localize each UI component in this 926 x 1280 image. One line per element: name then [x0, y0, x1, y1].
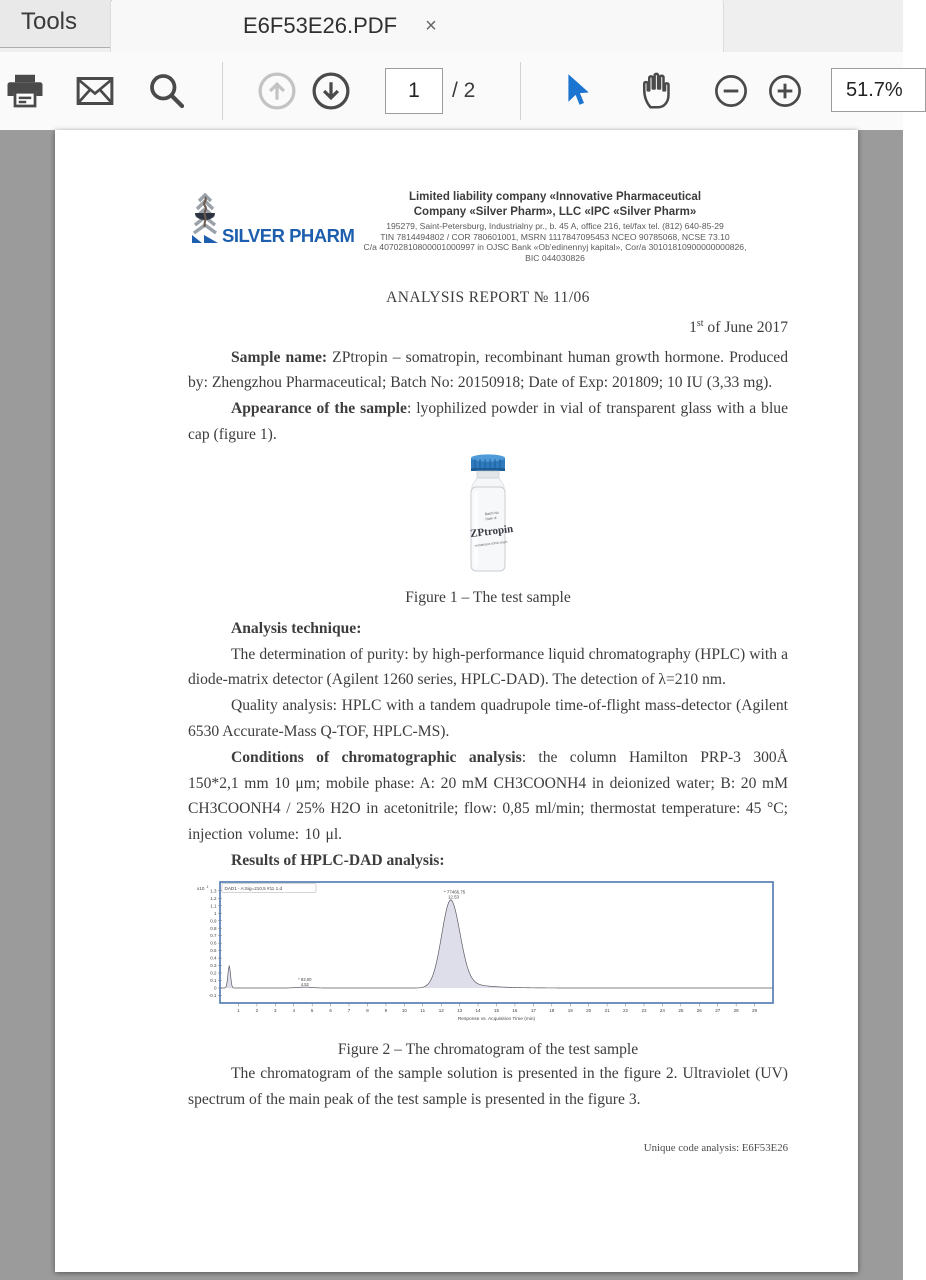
toolbar-divider [222, 62, 223, 120]
letterhead [188, 187, 788, 263]
svg-text:0.9: 0.9 [210, 917, 217, 923]
svg-text:4: 4 [292, 1007, 295, 1013]
closing-paragraph: The chromatogram of the sample solution is presented in the figure 2. Ultraviolet (UV) spectrum of the main peak of the test sample is presented in the figure 3. [188, 1064, 788, 1108]
svg-text:5: 5 [310, 1007, 314, 1013]
report-title: ANALYSIS REPORT № 11/06 [386, 289, 590, 307]
logo-text: SILVER PHARM [222, 225, 355, 246]
page-total-label: / 2 [452, 79, 476, 102]
svg-text:1: 1 [237, 1007, 240, 1013]
zoom-in-button[interactable] [767, 73, 803, 109]
tab-close-icon[interactable]: × [425, 14, 437, 37]
minus-circle-icon [713, 73, 749, 109]
company-address-line1: 195279, Saint-Petersburg, Industrialny pr., b. 45 A, office 216, tel/fax tel. (812) 640-85-29 [386, 221, 724, 231]
page-number-value: 1 [408, 79, 420, 102]
company-info [322, 187, 788, 263]
svg-text:7: 7 [347, 1007, 351, 1013]
company-address-line4: BIC 044030826 [525, 252, 585, 263]
vial-date-line: Date of [485, 515, 497, 521]
search-button[interactable] [147, 71, 187, 111]
chromatogram-svg [194, 881, 776, 1029]
vial-brand: ZPtropin [469, 522, 514, 540]
vial-image [457, 453, 519, 577]
svg-text:14: 14 [475, 1007, 481, 1013]
svg-text:28: 28 [733, 1007, 739, 1013]
svg-text:12: 12 [438, 1007, 444, 1013]
svg-text:23: 23 [641, 1007, 647, 1013]
tab-tools-label: Tools [20, 8, 78, 35]
svg-text:3: 3 [274, 1007, 277, 1013]
print-button[interactable] [5, 71, 45, 111]
svg-text:0.5: 0.5 [210, 947, 217, 953]
svg-text:0.1: 0.1 [210, 977, 217, 983]
svg-text:0.3: 0.3 [210, 962, 217, 968]
silver-pharm-logo [188, 187, 355, 251]
technique-heading: Analysis technique: [231, 619, 362, 637]
svg-text:19: 19 [567, 1007, 573, 1013]
quality-paragraph: Quality analysis: HPLC with a tandem quadrupole time-of-flight mass-detector (Agilent 6530 Accurate-Mass Q-TOF, HPLC-MS). [188, 697, 788, 740]
tab-document-label: E6F53E26.PDF [243, 13, 398, 38]
svg-text:18: 18 [549, 1007, 555, 1013]
svg-text:12.53: 12.53 [447, 894, 459, 900]
svg-text:0: 0 [213, 985, 217, 991]
svg-text:29: 29 [752, 1007, 758, 1013]
figure1-caption: Figure 1 – The test sample [405, 588, 571, 606]
email-icon [75, 71, 115, 111]
vial-subtext: somatropin rDNA origin [474, 539, 508, 548]
sample-name-paragraph: Sample name: ZPtropin – somatropin, recombinant human growth hormone. Produced by: Zhengzhou Pharmaceutical; Batch No: 20150918; Date of Exp: 201809; 10 IU (3,33 mg). [188, 348, 789, 392]
svg-text:24: 24 [659, 1007, 665, 1013]
svg-text:-0.1: -0.1 [208, 992, 217, 998]
svg-text:22: 22 [623, 1007, 629, 1013]
svg-text:20: 20 [586, 1007, 592, 1013]
svg-text:17: 17 [530, 1007, 536, 1013]
zoom-level-input[interactable] [831, 68, 926, 112]
svg-text:x10: x10 [197, 885, 205, 891]
svg-text:13: 13 [457, 1007, 463, 1013]
tab-document[interactable] [110, 0, 724, 52]
svg-text:2: 2 [255, 1007, 259, 1013]
company-address-line3: C/a 40702810800001000997 in OJSC Bank «Ob'edinennyj kapital», Cor/a 30101810900000000826, [363, 242, 747, 253]
tab-bar [0, 0, 903, 52]
unique-code: Unique code analysis: E6F53E26 [643, 1142, 788, 1155]
svg-text:21: 21 [604, 1007, 610, 1013]
search-icon [147, 71, 187, 111]
vial-batch-line: Batch No [484, 510, 500, 516]
company-name-line2: Company «Silver Pharm», LLC «IPC «Silver Pharm» [413, 205, 697, 218]
tab-tools[interactable] [0, 0, 112, 48]
svg-text:0.8: 0.8 [210, 925, 217, 931]
svg-text:0.2: 0.2 [210, 970, 217, 976]
next-page-button[interactable] [311, 71, 351, 111]
zoom-out-button[interactable] [713, 73, 749, 109]
svg-text:4.52: 4.52 [300, 981, 309, 987]
svg-text:0.6: 0.6 [210, 940, 217, 946]
svg-text:0.4: 0.4 [210, 955, 217, 961]
svg-text:26: 26 [696, 1007, 702, 1013]
print-icon [5, 71, 45, 111]
page-number-input[interactable] [385, 68, 443, 114]
hand-tool-button[interactable] [638, 71, 678, 111]
arrow-up-circle-icon [257, 71, 297, 111]
svg-text:9: 9 [384, 1007, 388, 1013]
svg-text:27: 27 [715, 1007, 721, 1013]
conditions-paragraph: Conditions of chromatographic analysis: the column Hamilton PRP-3 300Å 150*2,1 mm 10 μm; mobile phase: A: 20 mM CH3COONH4 in deionized water; B: 20 mM CH3COONH4 / 25% H2O in acetonitrile; flow: 0,85 ml/min; thermostat temperature: 45 °C; injection volume: 10 μl. [188, 748, 788, 844]
svg-text:1: 1 [213, 910, 217, 916]
svg-text:1.1: 1.1 [210, 903, 217, 909]
appearance-paragraph: Appearance of the sample: lyophilized powder in vial of transparent glass with a blue cap (figure 1). [188, 400, 789, 443]
company-name-line1: Limited liability company «Innovative Pharmaceutical [408, 191, 702, 203]
figure2-caption: Figure 2 – The chromatogram of the test sample [337, 1040, 639, 1058]
svg-text:* 93.00: * 93.00 [298, 976, 312, 982]
report-date: 1st of June 2017 [689, 318, 788, 337]
svg-text:Response vs. Acquisition Time: Response vs. Acquisition Time (min) [457, 1016, 536, 1022]
pdf-page [55, 130, 858, 1272]
purity-paragraph: The determination of purity: by high-performance liquid chromatography (HPLC) with a diode-matrix detector (Agilent 1260 series, HPLC-DAD). The detection of λ=210 nm. [188, 645, 788, 689]
cursor-arrow-icon [563, 73, 593, 109]
results-heading: Results of HPLC-DAD analysis: [231, 851, 445, 869]
svg-text:8: 8 [366, 1007, 369, 1013]
company-address-line2: TIN 7814494802 / COR 780601001, MSRN 1117847095453 NCEO 90785068, NCSE 73.10 [380, 231, 730, 242]
svg-text:6: 6 [329, 1007, 332, 1013]
figure2-image [194, 881, 788, 1029]
email-button[interactable] [75, 71, 115, 111]
svg-text:25: 25 [678, 1007, 684, 1013]
svg-text:11: 11 [420, 1007, 426, 1013]
previous-page-button[interactable] [257, 71, 297, 111]
plus-circle-icon [767, 73, 803, 109]
svg-text:16: 16 [512, 1007, 518, 1013]
svg-text:* 77466.75: * 77466.75 [443, 889, 466, 895]
zoom-level-value: 51.7% [846, 78, 903, 101]
svg-text:10: 10 [401, 1007, 407, 1013]
svg-text:0.7: 0.7 [210, 932, 217, 938]
svg-text:1.3: 1.3 [210, 888, 217, 894]
hand-icon [638, 71, 678, 111]
svg-text:1: 1 [206, 884, 209, 889]
document-viewer[interactable] [0, 130, 903, 1280]
svg-text:15: 15 [493, 1007, 500, 1013]
svg-text:1.2: 1.2 [210, 895, 217, 901]
toolbar [0, 52, 903, 131]
toolbar-divider [520, 62, 521, 120]
select-tool-button[interactable] [563, 73, 593, 109]
arrow-down-circle-icon [311, 71, 351, 111]
figure1-image [188, 453, 788, 577]
svg-text:DAD1 - A:Sig=210,5 #11 1.d: DAD1 - A:Sig=210,5 #11 1.d [224, 885, 283, 891]
